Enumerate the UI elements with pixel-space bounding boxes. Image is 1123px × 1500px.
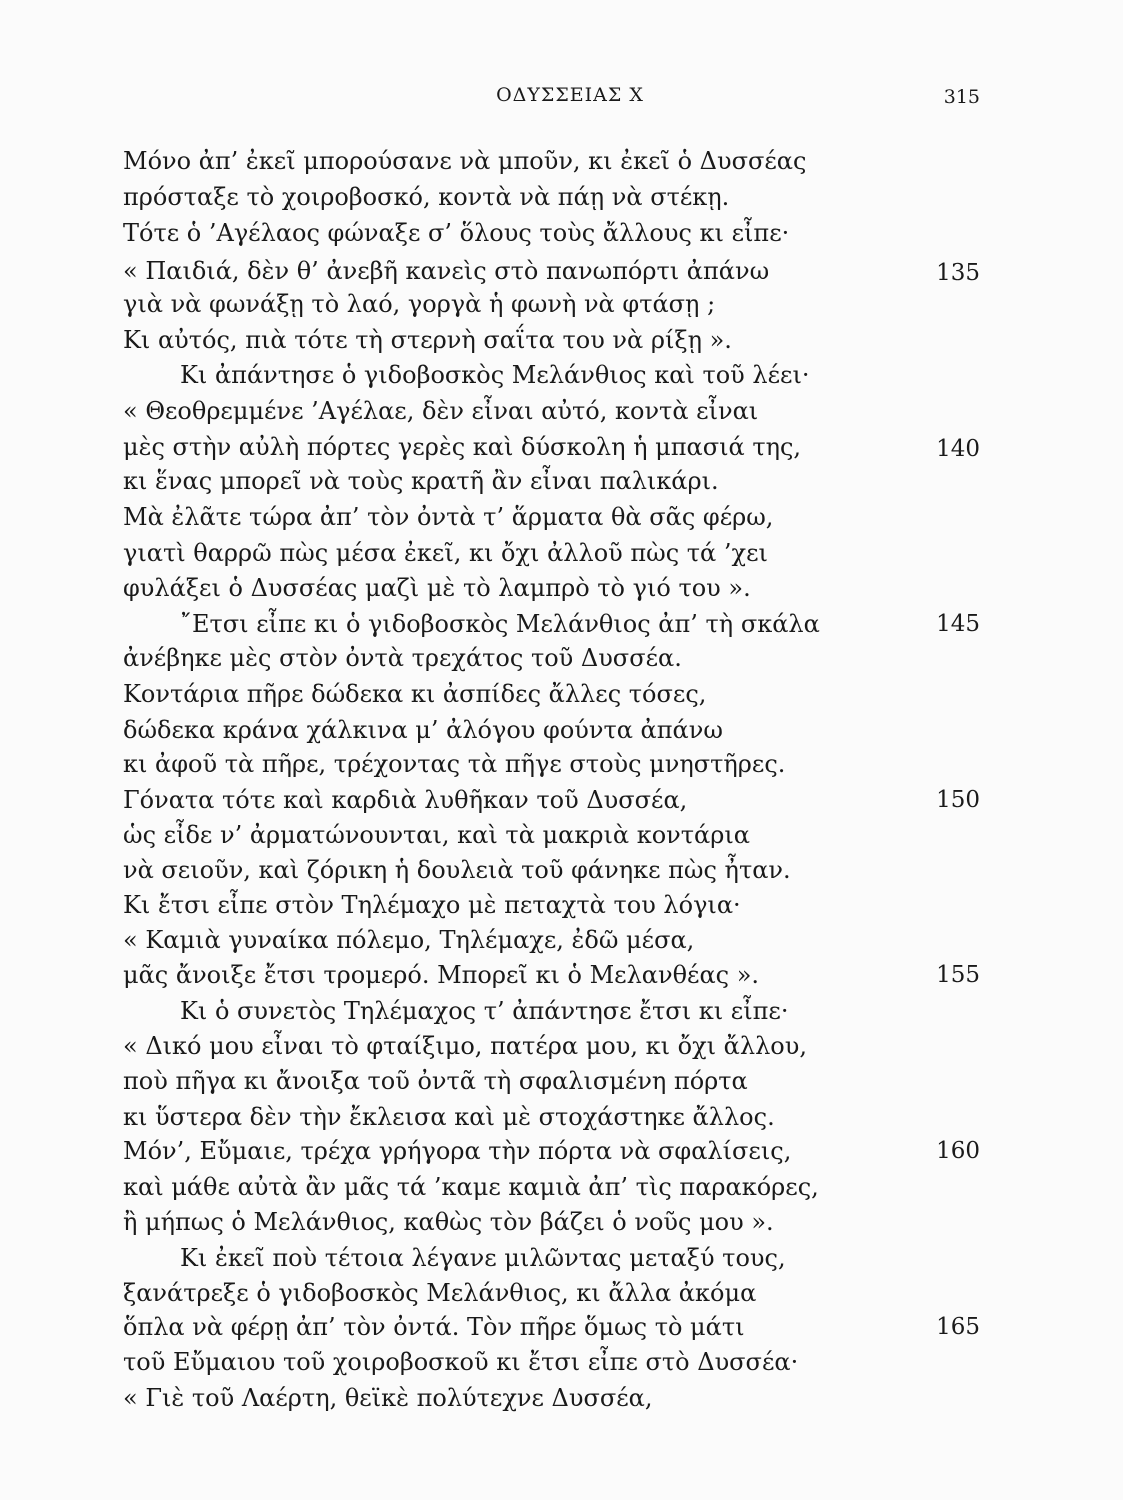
verse-line: κι ἕνας μπορεῖ νὰ τοὺς κρατῆ ἂν εἶναι παλικάρι. — [123, 467, 719, 495]
verse-line: « Καμιὰ γυναίκα πόλεμο, Τηλέμαχε, ἐδῶ μέσα, — [123, 926, 695, 954]
verse-line: ξανάτρεξε ὁ γιδοβοσκὸς Μελάνθιος, κι ἄλλα ἀκόμα — [123, 1279, 757, 1307]
verse-line: Κοντάρια πῆρε δώδεκα κι ἀσπίδες ἄλλες τόσες, — [123, 680, 707, 708]
verse-line: Μόν’, Εὔμαιε, τρέχα γρήγορα τὴν πόρτα νὰ σφαλίσεις, — [123, 1137, 792, 1165]
verse-line: Κι ὁ συνετὸς Τηλέμαχος τ’ ἀπάντησε ἔτσι κι εἶπε· — [180, 997, 789, 1025]
page-number: 315 — [943, 86, 980, 108]
verse-line: Μόνο ἀπ’ ἐκεῖ μπορούσανε νὰ μποῦν, κι ἐκεῖ ὁ Δυσσέας — [123, 147, 807, 175]
verse-line: ὡς εἶδε ν’ ἀρματώνουνται, καὶ τὰ μακριὰ κοντάρια — [123, 821, 750, 849]
verse-line: « Δικό μου εἶναι τὸ φταίξιμο, πατέρα μου, κι ὄχι ἄλλου, — [123, 1032, 807, 1060]
verse-line: « Παιδιά, δὲν θ’ ἀνεβῆ κανεὶς στὸ πανωπόρτι ἀπάνω — [123, 257, 770, 285]
verse-line: Κι αὐτός, πιὰ τότε τὴ στερνὴ σαΐτα του νὰ ρίξῃ ». — [123, 326, 732, 354]
verse-line: μᾶς ἄνοιξε ἔτσι τρομερό. Μπορεῖ κι ὁ Μελανθέας ». — [123, 961, 760, 989]
verse-line: πρόσταξε τὸ χοιροβοσκό, κοντὰ νὰ πάῃ νὰ στέκῃ. — [123, 183, 730, 211]
verse-line: ὅπλα νὰ φέρῃ ἀπ’ τὸν ὀντά. Τὸν πῆρε ὅμως τὸ μάτι — [123, 1313, 745, 1341]
verse-line: καὶ μάθε αὐτὰ ἂν μᾶς τά ’καμε καμιὰ ἀπ’ τὶς παρακόρες, — [123, 1173, 819, 1201]
verse-line: ῎Ετσι εἶπε κι ὁ γιδοβοσκὸς Μελάνθιος ἀπ’ τὴ σκάλα — [180, 610, 820, 638]
line-number: 140 — [936, 436, 980, 462]
verse-line: κι ὕστερα δὲν τὴν ἔκλεισα καὶ μὲ στοχάστηκε ἄλλος. — [123, 1103, 775, 1131]
verse-line: Μὰ ἐλᾶτε τώρα ἀπ’ τὸν ὀντὰ τ’ ἅρματα θὰ σᾶς φέρω, — [123, 503, 774, 531]
verse-line: ποὺ πῆγα κι ἄνοιξα τοῦ ὀντᾶ τὴ σφαλισμένη πόρτα — [123, 1067, 748, 1095]
line-number: 150 — [936, 787, 980, 813]
verse-line: δώδεκα κράνα χάλκινα μ’ ἀλόγου φούντα ἀπάνω — [123, 716, 723, 744]
verse-line: ἢ μήπως ὁ Μελάνθιος, καθὼς τὸν βάζει ὁ νοῦς μου ». — [123, 1208, 774, 1236]
verse-line: « Θεοθρεμμένε ’Αγέλαε, δὲν εἶναι αὐτό, κοντὰ εἶναι — [123, 397, 759, 425]
line-number: 135 — [936, 260, 980, 286]
verse-line: νὰ σειοῦν, καὶ ζόρικη ἡ δουλειὰ τοῦ φάνηκε πὼς ἦταν. — [123, 856, 791, 884]
line-number: 160 — [936, 1138, 980, 1164]
verse-line: Κι ἐκεῖ ποὺ τέτοια λέγανε μιλῶντας μεταξύ τους, — [180, 1244, 786, 1272]
verse-line: « Γιὲ τοῦ Λαέρτη, θεϊκὲ πολύτεχνε Δυσσέα, — [123, 1384, 653, 1412]
verse-line: κι ἀφοῦ τὰ πῆρε, τρέχοντας τὰ πῆγε στοὺς μνηστῆρες. — [123, 750, 786, 778]
verse-line: Γόνατα τότε καὶ καρδιὰ λυθῆκαν τοῦ Δυσσέα, — [123, 786, 688, 814]
verse-line: γιατὶ θαρρῶ πὼς μέσα ἐκεῖ, κι ὄχι ἀλλοῦ πὼς τά ’χει — [123, 539, 768, 567]
verse-line: Κι ἀπάντησε ὁ γιδοβοσκὸς Μελάνθιος καὶ τοῦ λέει· — [180, 361, 810, 389]
verse-line: μὲς στὴν αὐλὴ πόρτες γερὲς καὶ δύσκολη ἡ μπασιά της, — [123, 433, 802, 461]
verse-line: φυλάξει ὁ Δυσσέας μαζὶ μὲ τὸ λαμπρὸ τὸ γιό του ». — [123, 574, 751, 602]
line-number: 155 — [936, 962, 980, 988]
line-number: 145 — [936, 611, 980, 637]
running-header: ΟΔΥΣΣΕΙΑΣ Χ — [496, 84, 644, 106]
verse-line: Τότε ὁ ’Αγέλαος φώναξε σ’ ὅλους τοὺς ἄλλους κι εἶπε· — [123, 219, 790, 247]
verse-line: τοῦ Εὔμαιου τοῦ χοιροβοσκοῦ κι ἔτσι εἶπε στὸ Δυσσέα· — [123, 1348, 799, 1376]
line-number: 165 — [936, 1314, 980, 1340]
verse-line: Κι ἔτσι εἶπε στὸν Τηλέμαχο μὲ πεταχτὰ του λόγια· — [123, 891, 741, 919]
verse-line: ἀνέβηκε μὲς στὸν ὀντὰ τρεχάτος τοῦ Δυσσέα. — [123, 644, 682, 672]
verse-line: γιὰ νὰ φωνάξῃ τὸ λαό, γοργὰ ἡ φωνὴ νὰ φτάσῃ ; — [123, 290, 716, 318]
